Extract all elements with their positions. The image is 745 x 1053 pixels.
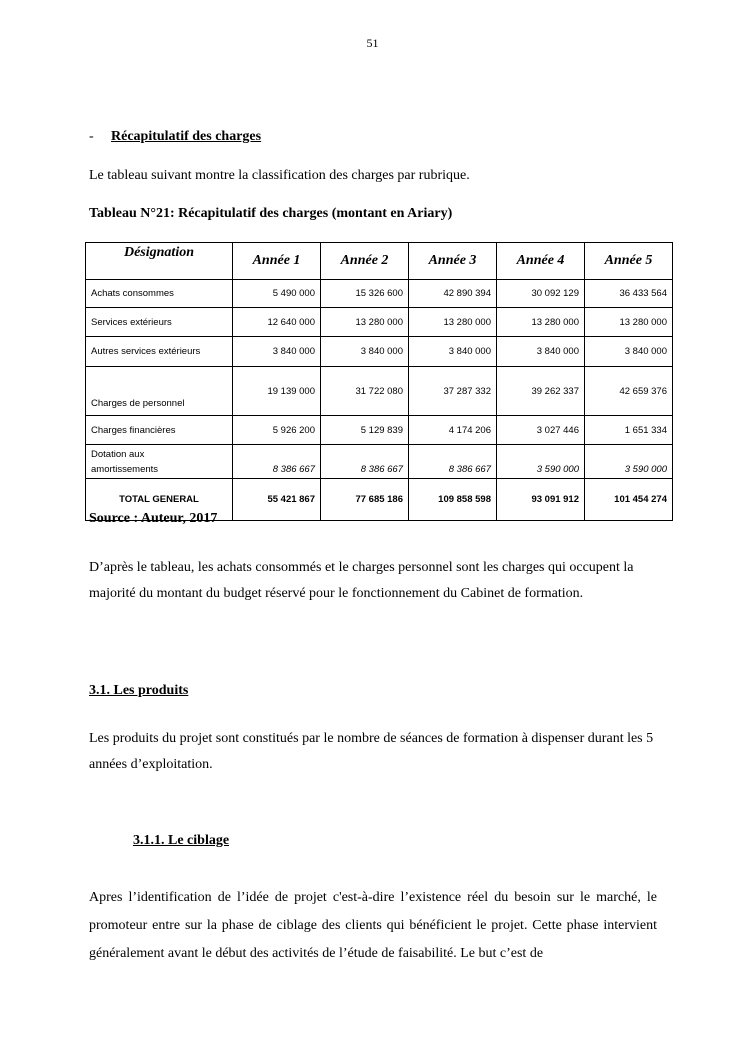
header-year-4: Année 4 [497,243,585,280]
cell-value: 3 840 000 [585,337,673,367]
cell-value: 5 926 200 [233,416,321,445]
page-number: 51 [366,36,379,50]
section-heading-3-1-1: 3.1.1. Le ciblage [133,833,230,848]
cell-value: 8 386 667 [409,445,497,479]
total-value: 55 421 867 [233,479,321,521]
table-header-row [86,243,673,280]
table-row [86,337,673,367]
total-value: 109 858 598 [409,479,497,521]
paragraph-analysis: D’après le tableau, les achats consommés et le charges personnel sont les charges qui occupent la majorité du montant du budget réservé pour le fonctionnement du Cabinet de formation. [89,560,634,601]
total-value: 101 454 274 [585,479,673,521]
row-label: Charges financières [86,416,233,445]
cell-value: 3 590 000 [585,445,673,479]
header-year-3: Année 3 [409,243,497,280]
section-heading-charges [89,124,657,150]
row-label: Charges de personnel [86,367,233,416]
cell-value: 3 840 000 [497,337,585,367]
total-value: 77 685 186 [321,479,409,521]
table-row [86,445,673,479]
total-value: 93 091 912 [497,479,585,521]
table-row [86,367,673,416]
row-label: Services extérieurs [86,308,233,337]
section-title: Récapitulatif des charges [111,129,262,144]
table-source: Source : Auteur, 2017 [89,511,218,526]
cell-value: 1 651 334 [585,416,673,445]
cell-value: 3 840 000 [321,337,409,367]
charges-table [85,242,673,521]
cell-value: 3 590 000 [497,445,585,479]
paragraph-targeting: Apres l’identification de l’idée de projet c'est-à-dire l’existence réel du besoin sur le marché, le promoteur entre sur la phase de ciblage des clients qui bénéficient le projet. Cette phase intervient généralement avant le début des activités de l’étude de faisabilité. Le but c’est de [89,890,657,961]
cell-value: 42 890 394 [409,280,497,308]
header-year-1: Année 1 [233,243,321,280]
header-designation: Désignation [86,243,233,280]
bullet-dash: - [89,129,94,144]
cell-value: 5 129 839 [321,416,409,445]
cell-value: 13 280 000 [409,308,497,337]
cell-value: 30 092 129 [497,280,585,308]
intro-paragraph: Le tableau suivant montre la classification des charges par rubrique. [89,168,470,183]
cell-value: 3 027 446 [497,416,585,445]
row-label-line-1: Dotation aux [91,448,145,460]
table-row [86,416,673,445]
cell-value: 19 139 000 [233,367,321,416]
paragraph-products: Les produits du projet sont constitués par le nombre de séances de formation à dispenser durant les 5 années d’exploitation. [89,731,654,772]
header-year-5: Année 5 [585,243,673,280]
cell-value: 4 174 206 [409,416,497,445]
cell-value: 31 722 080 [321,367,409,416]
table-row [86,308,673,337]
cell-value: 15 326 600 [321,280,409,308]
row-label [86,445,233,479]
header-year-2: Année 2 [321,243,409,280]
cell-value: 8 386 667 [233,445,321,479]
table-row [86,280,673,308]
total-label: TOTAL GENERAL [86,479,233,521]
row-label-line-2: amortissements [91,463,159,475]
cell-value: 39 262 337 [497,367,585,416]
cell-value: 13 280 000 [585,308,673,337]
cell-value: 13 280 000 [321,308,409,337]
cell-value: 8 386 667 [321,445,409,479]
cell-value: 37 287 332 [409,367,497,416]
section-heading-3-1: 3.1. Les produits [89,683,189,698]
cell-value: 3 840 000 [233,337,321,367]
table-caption: Tableau N°21: Récapitulatif des charges (montant en Ariary) [89,206,453,221]
cell-value: 5 490 000 [233,280,321,308]
row-label: Achats consommes [86,280,233,308]
row-label: Autres services extérieurs [86,337,233,367]
cell-value: 3 840 000 [409,337,497,367]
cell-value: 42 659 376 [585,367,673,416]
cell-value: 12 640 000 [233,308,321,337]
cell-value: 13 280 000 [497,308,585,337]
cell-value: 36 433 564 [585,280,673,308]
